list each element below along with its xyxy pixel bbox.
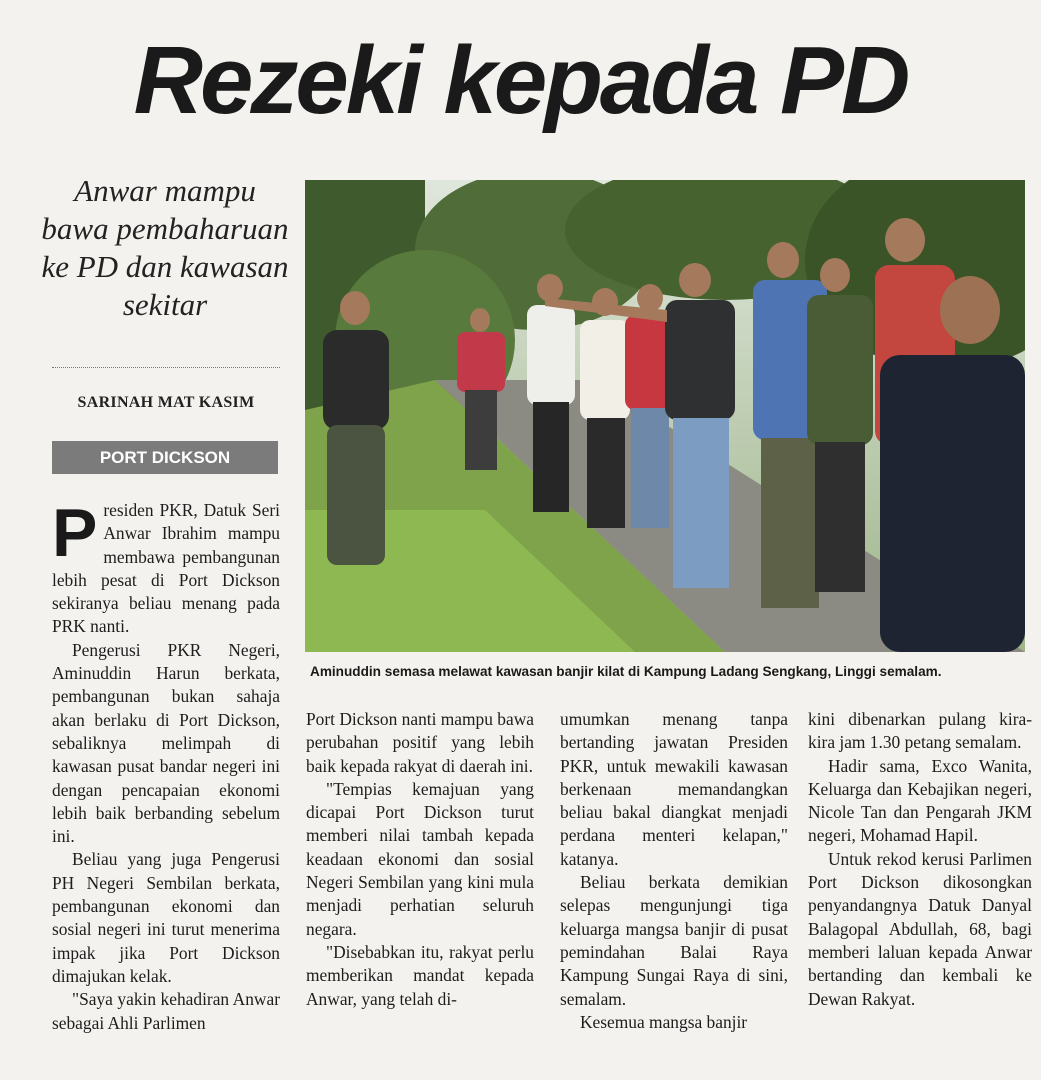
article-column-4 xyxy=(808,708,1032,1011)
article-column-3 xyxy=(560,708,788,1034)
photo-caption: Aminuddin semasa melawat kawasan banjir kilat di Kampung Ladang Sengkang, Linggi semalam. xyxy=(310,664,942,679)
paragraph: Pengerusi PKR Negeri, Aminuddin Harun berkata, pembangunan bukan sahaja akan berlaku di Port Dickson, sebaliknya melimpah di kawasan pusat bandar negeri ini dengan pencapaian ekonomi lebih baik berbanding sebelum ini. xyxy=(52,639,280,847)
location-tag: PORT DICKSON xyxy=(52,441,278,474)
article-column-2 xyxy=(306,708,534,1011)
paragraph: residen PKR, Datuk Seri Anwar Ibrahim mampu membawa pembangunan lebih pesat di Port Dickson sekiranya beliau menang pada PRK nanti. xyxy=(52,500,280,637)
paragraph: Port Dickson nanti mampu bawa perubahan positif yang lebih baik kepada rakyat di daerah ini. xyxy=(306,709,534,776)
deck-subtitle: Anwar mampu bawa pembaharuan ke PD dan kawasan sekitar xyxy=(41,173,289,322)
paragraph: "Tempias kemajuan yang dicapai Port Dickson turut memberi nilai tambah kepada keadaan ekonomi dan sosial Negeri Sembilan yang kini mula menjadi perhatian seluruh negara. xyxy=(306,778,534,939)
paragraph: "Saya yakin kehadiran Anwar sebagai Ahli Parlimen xyxy=(52,989,280,1033)
headline: Rezeki kepada PD xyxy=(133,27,908,134)
paragraph: umumkan menang tanpa bertanding jawatan Presiden PKR, untuk mewakili kawasan berkenaan memandangkan beliau bakal diangkat menjadi perdana menteri kelapan," katanya. xyxy=(560,709,788,869)
photo-illustration xyxy=(305,180,1025,652)
article-column-1 xyxy=(52,495,280,1035)
paragraph: Untuk rekod kerusi Parlimen Port Dickson dikosongkan penyandangnya Datuk Danyal Balagopal Abdullah, 68, bagi memberi laluan kepada Anwar bertanding dan kembali ke Dewan Rakyat. xyxy=(808,848,1032,1009)
paragraph: Beliau berkata demikian selepas mengunjungi tiga keluarga mangsa banjir di pusat pemindahan Balai Raya Kampung Sungai Raya di sini, semalam. xyxy=(560,872,788,1009)
paragraph: kini dibenarkan pulang kira-kira jam 1.30 petang semalam. xyxy=(808,709,1032,753)
byline: SARINAH MAT KASIM xyxy=(77,394,255,411)
paragraph: Hadir sama, Exco Wanita, Keluarga dan Kebajikan negeri, Nicole Tan dan Pengarah JKM negeri, Mohamad Hapil. xyxy=(808,755,1032,846)
drop-cap: P xyxy=(52,495,98,571)
news-photo xyxy=(305,180,1025,652)
paragraph: Kesemua mangsa banjir xyxy=(580,1011,748,1032)
divider xyxy=(52,367,280,368)
paragraph: Beliau yang juga Pengerusi PH Negeri Sembilan berkata, pembangunan ekonomi dan sosial negeri ini turut menerima impak jika Port Dickson dimajukan kelak. xyxy=(52,849,280,986)
paragraph: "Disebabkan itu, rakyat perlu memberikan mandat kepada Anwar, yang telah di- xyxy=(306,941,534,1009)
